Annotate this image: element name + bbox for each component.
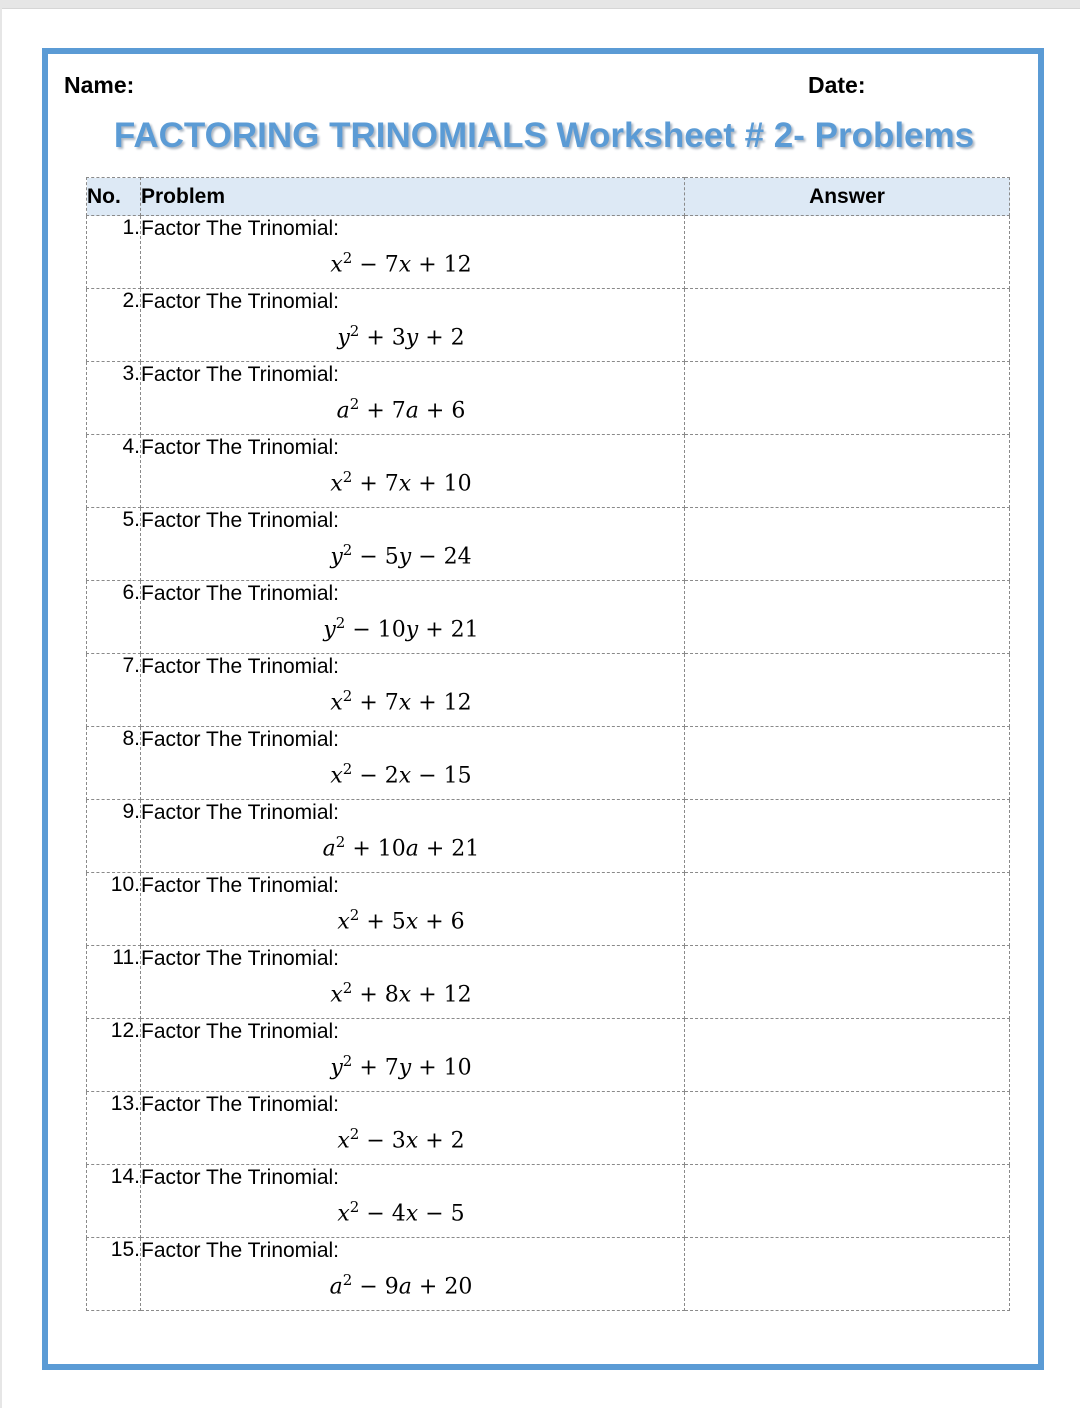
expression-terms: + 8x + 12 xyxy=(359,982,472,1008)
problem-instruction: Factor The Trinomial: xyxy=(141,1166,340,1189)
problem-cell xyxy=(141,727,685,800)
problem-number: 14. xyxy=(87,1165,141,1238)
expression-terms: + 7a + 6 xyxy=(366,398,466,424)
problem-number: 6. xyxy=(87,581,141,654)
trinomial-expression xyxy=(141,464,661,497)
problem-instruction: Factor The Trinomial: xyxy=(141,290,340,313)
problem-cell xyxy=(141,289,685,362)
problem-cell xyxy=(141,946,685,1019)
problem-instruction: Factor The Trinomial: xyxy=(141,217,340,240)
problem-cell xyxy=(141,1238,685,1311)
expression-terms: + 7y + 10 xyxy=(359,1055,472,1081)
answer-cell[interactable] xyxy=(685,362,1010,435)
table-row xyxy=(87,362,1010,435)
exponent: 2 xyxy=(342,760,353,778)
column-header-answer: Answer xyxy=(685,178,1010,216)
table-row xyxy=(87,946,1010,1019)
problem-cell xyxy=(141,216,685,289)
trinomial-expression xyxy=(141,1121,661,1154)
table-row xyxy=(87,216,1010,289)
expression-variable: x xyxy=(330,982,343,1008)
name-label: Name: xyxy=(64,72,135,98)
date-label: Date: xyxy=(808,72,866,98)
table-row xyxy=(87,727,1010,800)
trinomial-expression xyxy=(141,318,661,351)
table-row xyxy=(87,435,1010,508)
expression-terms: − 4x − 5 xyxy=(366,1201,465,1227)
problem-instruction: Factor The Trinomial: xyxy=(141,1020,340,1043)
expression-variable: x xyxy=(337,909,350,935)
expression-terms: + 7x + 10 xyxy=(359,471,472,497)
problem-cell xyxy=(141,800,685,873)
answer-cell[interactable] xyxy=(685,1092,1010,1165)
problem-cell xyxy=(141,1165,685,1238)
trinomial-expression xyxy=(141,1048,661,1081)
trinomial-expression xyxy=(141,756,661,789)
table-row xyxy=(87,873,1010,946)
problem-instruction: Factor The Trinomial: xyxy=(141,363,340,386)
answer-cell[interactable] xyxy=(685,873,1010,946)
expression-variable: x xyxy=(330,690,343,716)
problem-instruction: Factor The Trinomial: xyxy=(141,509,340,532)
expression-terms: + 3y + 2 xyxy=(366,325,465,351)
trinomial-expression xyxy=(141,391,661,424)
exponent: 2 xyxy=(349,1125,360,1143)
expression-terms: + 7x + 12 xyxy=(359,690,472,716)
exponent: 2 xyxy=(342,687,353,705)
page-left-edge xyxy=(0,8,2,1408)
expression-variable: y xyxy=(330,544,343,570)
answer-cell[interactable] xyxy=(685,654,1010,727)
expression-variable: x xyxy=(330,471,343,497)
expression-terms: − 10y + 21 xyxy=(352,617,479,643)
worksheet-title: FACTORING TRINOMIALS Worksheet # 2- Problems xyxy=(113,116,975,155)
exponent: 2 xyxy=(335,614,346,632)
problem-instruction: Factor The Trinomial: xyxy=(141,947,340,970)
problem-instruction: Factor The Trinomial: xyxy=(141,1093,340,1116)
table-header-row xyxy=(87,178,1010,216)
trinomial-expression xyxy=(141,683,661,716)
problem-number: 1. xyxy=(87,216,141,289)
problem-number: 3. xyxy=(87,362,141,435)
problem-number: 4. xyxy=(87,435,141,508)
problem-number: 2. xyxy=(87,289,141,362)
problem-number: 15. xyxy=(87,1238,141,1311)
problem-number: 11. xyxy=(87,946,141,1019)
trinomial-expression xyxy=(141,902,661,935)
exponent: 2 xyxy=(342,1271,353,1289)
problem-cell xyxy=(141,654,685,727)
expression-variable: x xyxy=(337,1201,350,1227)
answer-cell[interactable] xyxy=(685,946,1010,1019)
table-row xyxy=(87,289,1010,362)
problem-number: 10. xyxy=(87,873,141,946)
answer-cell[interactable] xyxy=(685,800,1010,873)
exponent: 2 xyxy=(342,249,353,267)
expression-variable: y xyxy=(330,1055,343,1081)
answer-cell[interactable] xyxy=(685,216,1010,289)
trinomial-expression xyxy=(141,829,661,862)
expression-terms: − 7x + 12 xyxy=(359,252,472,278)
expression-variable: x xyxy=(330,252,343,278)
expression-variable: x xyxy=(337,1128,350,1154)
exponent: 2 xyxy=(342,979,353,997)
answer-cell[interactable] xyxy=(685,1165,1010,1238)
column-header-problem: Problem xyxy=(141,178,685,216)
problem-instruction: Factor The Trinomial: xyxy=(141,582,340,605)
expression-variable: a xyxy=(336,398,350,424)
expression-terms: + 10a + 21 xyxy=(352,836,480,862)
problem-cell xyxy=(141,1019,685,1092)
answer-cell[interactable] xyxy=(685,289,1010,362)
answer-cell[interactable] xyxy=(685,508,1010,581)
problem-number: 13. xyxy=(87,1092,141,1165)
exponent: 2 xyxy=(349,322,360,340)
exponent: 2 xyxy=(342,468,353,486)
trinomial-expression xyxy=(141,245,661,278)
expression-terms: − 9a + 20 xyxy=(359,1274,473,1300)
exponent: 2 xyxy=(349,1198,360,1216)
exponent: 2 xyxy=(349,906,360,924)
problem-instruction: Factor The Trinomial: xyxy=(141,874,340,897)
problem-number: 8. xyxy=(87,727,141,800)
problem-number: 5. xyxy=(87,508,141,581)
problem-cell xyxy=(141,362,685,435)
problem-instruction: Factor The Trinomial: xyxy=(141,436,340,459)
answer-cell[interactable] xyxy=(685,727,1010,800)
trinomial-expression xyxy=(141,1267,661,1300)
table-row xyxy=(87,1092,1010,1165)
trinomial-expression xyxy=(141,537,661,570)
table-row xyxy=(87,581,1010,654)
expression-variable: y xyxy=(323,617,336,643)
column-header-no: No. xyxy=(87,178,141,216)
problems-table xyxy=(86,177,1010,1311)
exponent: 2 xyxy=(342,541,353,559)
problem-cell xyxy=(141,435,685,508)
problem-number: 7. xyxy=(87,654,141,727)
exponent: 2 xyxy=(335,833,346,851)
expression-terms: − 2x − 15 xyxy=(359,763,472,789)
answer-cell[interactable] xyxy=(685,581,1010,654)
problem-instruction: Factor The Trinomial: xyxy=(141,1239,340,1262)
problem-instruction: Factor The Trinomial: xyxy=(141,655,340,678)
table-row xyxy=(87,1165,1010,1238)
expression-terms: − 3x + 2 xyxy=(366,1128,465,1154)
table-row xyxy=(87,1019,1010,1092)
trinomial-expression xyxy=(141,610,661,643)
table-row xyxy=(87,654,1010,727)
exponent: 2 xyxy=(349,395,360,413)
expression-terms: + 5x + 6 xyxy=(366,909,465,935)
problem-instruction: Factor The Trinomial: xyxy=(141,728,340,751)
problem-instruction: Factor The Trinomial: xyxy=(141,801,340,824)
answer-cell[interactable] xyxy=(685,435,1010,508)
table-row xyxy=(87,800,1010,873)
problem-cell xyxy=(141,581,685,654)
table-row xyxy=(87,1238,1010,1311)
page-top-edge xyxy=(0,0,1080,9)
exponent: 2 xyxy=(342,1052,353,1070)
answer-cell[interactable] xyxy=(685,1238,1010,1311)
trinomial-expression xyxy=(141,1194,661,1227)
expression-variable: a xyxy=(322,836,336,862)
problem-number: 12. xyxy=(87,1019,141,1092)
problem-cell xyxy=(141,873,685,946)
expression-variable: y xyxy=(337,325,350,351)
trinomial-expression xyxy=(141,975,661,1008)
expression-terms: − 5y − 24 xyxy=(359,544,472,570)
problem-cell xyxy=(141,508,685,581)
expression-variable: a xyxy=(329,1274,343,1300)
table-row xyxy=(87,508,1010,581)
expression-variable: x xyxy=(330,763,343,789)
problem-cell xyxy=(141,1092,685,1165)
problem-number: 9. xyxy=(87,800,141,873)
answer-cell[interactable] xyxy=(685,1019,1010,1092)
